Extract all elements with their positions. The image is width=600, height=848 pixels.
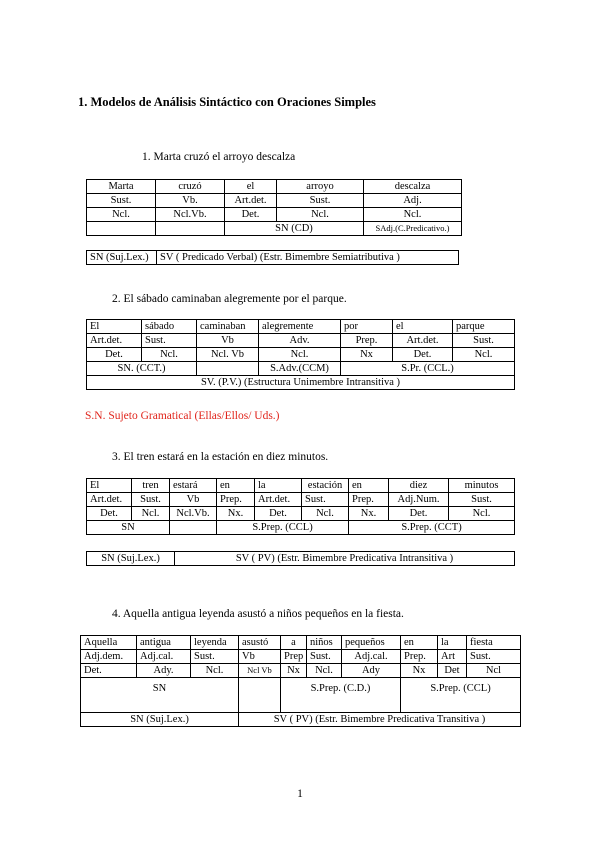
analysis-table-3 xyxy=(86,478,515,535)
empty-cell xyxy=(170,521,217,535)
word-cell: en xyxy=(349,479,389,493)
category-cell: Art.det. xyxy=(393,334,453,348)
function-cell: Nx. xyxy=(349,507,389,521)
table-row xyxy=(87,362,515,376)
word-cell: el xyxy=(393,320,453,334)
function-cell: Ncl. xyxy=(259,348,341,362)
table-row xyxy=(81,713,521,727)
word-cell: tren xyxy=(132,479,170,493)
table-row xyxy=(87,208,462,222)
table-row xyxy=(87,552,515,566)
function-cell: Det. xyxy=(81,664,137,678)
table-row xyxy=(87,376,515,390)
predicate-cell: SV ( Predicado Verbal) (Estr. Bimembre Semiatributiva ) xyxy=(157,251,459,265)
category-cell: Sust. xyxy=(453,334,515,348)
empty-cell xyxy=(87,222,156,236)
category-cell: Prep. xyxy=(349,493,389,507)
category-cell: Sust. xyxy=(277,194,364,208)
word-cell: el xyxy=(225,180,277,194)
group-cell: SN. (CCT.) xyxy=(87,362,197,376)
category-cell: Sust. xyxy=(307,650,342,664)
implicit-subject-note: S.N. Sujeto Gramatical (Ellas/Ellos/ Uds.) xyxy=(85,410,280,422)
sentence-1: 1. Marta cruzó el arroyo descalza xyxy=(142,151,296,163)
function-cell: Ady. xyxy=(137,664,191,678)
category-cell: Adj.cal. xyxy=(342,650,401,664)
word-cell: asustó xyxy=(239,636,281,650)
word-cell: descalza xyxy=(364,180,462,194)
table-row xyxy=(87,194,462,208)
word-cell: diez xyxy=(389,479,449,493)
group-cell: SAdj.(C.Predicativo.) xyxy=(364,222,462,236)
function-cell: Nx xyxy=(341,348,393,362)
page-number: 1 xyxy=(297,788,303,800)
word-cell: estación xyxy=(302,479,349,493)
function-cell: Nx xyxy=(281,664,307,678)
function-cell: Ncl. xyxy=(364,208,462,222)
subject-cell: SN (Suj.Lex.) xyxy=(87,552,175,566)
analysis-table-4 xyxy=(80,635,521,727)
word-cell: la xyxy=(438,636,467,650)
empty-cell xyxy=(239,678,281,713)
group-cell: S.Adv.(CCM) xyxy=(259,362,341,376)
table-row xyxy=(81,650,521,664)
table-row xyxy=(81,664,521,678)
function-cell: Det. xyxy=(87,507,132,521)
function-cell: Ncl.Vb. xyxy=(156,208,225,222)
word-cell: El xyxy=(87,479,132,493)
empty-cell xyxy=(156,222,225,236)
category-cell: Adj.Num. xyxy=(389,493,449,507)
bottom-table-1 xyxy=(86,250,459,265)
word-cell: niños xyxy=(307,636,342,650)
category-cell: Vb. xyxy=(156,194,225,208)
subject-cell: SN (Suj.Lex.) xyxy=(81,713,239,727)
analysis-table-2 xyxy=(86,319,515,390)
group-cell: S.Prep. (CCT) xyxy=(349,521,515,535)
word-cell: sábado xyxy=(142,320,197,334)
group-cell: S.Prep. (CCL) xyxy=(217,521,349,535)
empty-cell xyxy=(197,362,259,376)
function-cell: Ncl Vb xyxy=(239,664,281,678)
function-cell: Det. xyxy=(225,208,277,222)
word-cell: Marta xyxy=(87,180,156,194)
function-cell: Ncl. xyxy=(191,664,239,678)
table-row xyxy=(87,320,515,334)
word-cell: arroyo xyxy=(277,180,364,194)
function-cell: Ncl. xyxy=(307,664,342,678)
category-cell: Adj. xyxy=(364,194,462,208)
category-cell: Art.det. xyxy=(87,334,142,348)
word-cell: fiesta xyxy=(467,636,521,650)
table-row xyxy=(81,636,521,650)
function-cell: Nx. xyxy=(217,507,255,521)
category-cell: Vb xyxy=(197,334,259,348)
word-cell: parque xyxy=(453,320,515,334)
bottom-table-3 xyxy=(86,551,515,566)
category-cell: Sust. xyxy=(142,334,197,348)
category-cell: Vb xyxy=(170,493,217,507)
sentence-4: 4. Aquella antigua leyenda asustó a niños pequeños en la fiesta. xyxy=(112,608,404,620)
table-row xyxy=(87,521,515,535)
word-cell: leyenda xyxy=(191,636,239,650)
function-cell: Ncl. xyxy=(87,208,156,222)
category-cell: Sust. xyxy=(467,650,521,664)
word-cell: pequeños xyxy=(342,636,401,650)
category-cell: Sust. xyxy=(191,650,239,664)
function-cell: Ncl. xyxy=(449,507,515,521)
function-cell: Det. xyxy=(255,507,302,521)
category-cell: Vb xyxy=(239,650,281,664)
category-cell: Prep. xyxy=(341,334,393,348)
category-cell: Adj.cal. xyxy=(137,650,191,664)
function-cell: Det. xyxy=(393,348,453,362)
category-cell: Adv. xyxy=(259,334,341,348)
category-cell: Sust. xyxy=(132,493,170,507)
word-cell: Aquella xyxy=(81,636,137,650)
category-cell: Prep. xyxy=(401,650,438,664)
function-cell: Ncl xyxy=(467,664,521,678)
category-cell: Art.det. xyxy=(255,493,302,507)
word-cell: por xyxy=(341,320,393,334)
word-cell: alegremente xyxy=(259,320,341,334)
word-cell: en xyxy=(401,636,438,650)
function-cell: Ncl. xyxy=(453,348,515,362)
category-cell: Art.det. xyxy=(225,194,277,208)
category-cell: Art.det. xyxy=(87,493,132,507)
table-row xyxy=(87,334,515,348)
section-heading: 1. Modelos de Análisis Sintáctico con Oraciones Simples xyxy=(78,95,376,109)
table-row xyxy=(87,493,515,507)
function-cell: Ncl. Vb xyxy=(197,348,259,362)
function-cell: Det xyxy=(438,664,467,678)
category-cell: Sust. xyxy=(302,493,349,507)
analysis-table-1 xyxy=(86,179,462,236)
category-cell: Sust. xyxy=(87,194,156,208)
group-cell: S.Prep. (C.D.) xyxy=(281,678,401,713)
function-cell: Det. xyxy=(87,348,142,362)
word-cell: a xyxy=(281,636,307,650)
table-row xyxy=(87,222,462,236)
table-row xyxy=(87,348,515,362)
table-row xyxy=(87,479,515,493)
word-cell: cruzó xyxy=(156,180,225,194)
function-cell: Ncl.Vb. xyxy=(170,507,217,521)
predicate-cell: SV ( PV) (Estr. Bimembre Predicativa Intransitiva ) xyxy=(175,552,515,566)
group-cell: SN xyxy=(87,521,170,535)
function-cell: Ncl. xyxy=(277,208,364,222)
group-cell: SN (CD) xyxy=(225,222,364,236)
category-cell: Art xyxy=(438,650,467,664)
category-cell: Sust. xyxy=(449,493,515,507)
word-cell: El xyxy=(87,320,142,334)
function-cell: Ncl. xyxy=(142,348,197,362)
subject-cell: SN (Suj.Lex.) xyxy=(87,251,157,265)
function-cell: Ncl. xyxy=(132,507,170,521)
category-cell: Prep xyxy=(281,650,307,664)
sentence-3: 3. El tren estará en la estación en diez minutos. xyxy=(112,451,329,463)
table-row xyxy=(87,251,459,265)
predicate-cell: SV ( PV) (Estr. Bimembre Predicativa Transitiva ) xyxy=(239,713,521,727)
word-cell: estará xyxy=(170,479,217,493)
table-row xyxy=(87,507,515,521)
sentence-2: 2. El sábado caminaban alegremente por el parque. xyxy=(112,293,347,305)
category-cell: Prep. xyxy=(217,493,255,507)
predicate-cell: SV. (P.V.) (Estructura Unimembre Intransitiva ) xyxy=(87,376,515,390)
function-cell: Ady xyxy=(342,664,401,678)
word-cell: en xyxy=(217,479,255,493)
table-row xyxy=(87,180,462,194)
word-cell: caminaban xyxy=(197,320,259,334)
word-cell: minutos xyxy=(449,479,515,493)
category-cell: Adj.dem. xyxy=(81,650,137,664)
group-cell: S.Prep. (CCL) xyxy=(401,678,521,713)
function-cell: Nx xyxy=(401,664,438,678)
function-cell: Ncl. xyxy=(302,507,349,521)
word-cell: la xyxy=(255,479,302,493)
group-cell: S.Pr. (CCL.) xyxy=(341,362,515,376)
table-row xyxy=(81,678,521,713)
function-cell: Det. xyxy=(389,507,449,521)
word-cell: antigua xyxy=(137,636,191,650)
group-cell: SN xyxy=(81,678,239,713)
